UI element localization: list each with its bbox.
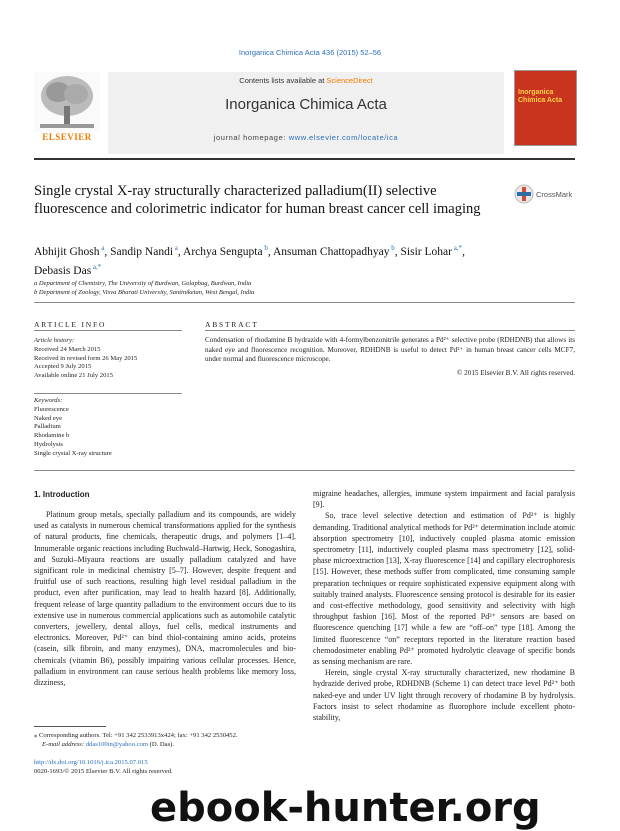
- author-affiliation-marker[interactable]: a: [99, 244, 105, 252]
- article-info-heading: ARTICLE INFO: [34, 320, 107, 329]
- author-separator: ,: [267, 245, 273, 258]
- abstract-rule: [205, 330, 575, 331]
- intro-paragraph: So, trace level selective detection and estimation of Pd²⁺ is highly demanding. Traditional analytical methods for Pd²⁺ determination include atomic absorption spectrometry [10], inductively coupled plasma atomic emission spectrometry [11], inductively coupled plasma mass spectrometry [12], solid-phase microextraction [13], X-ray fluorescence [14] and capillary electrophoresis [15]. However, these methods suffer from complicated, time consuming sample preparation techniques or require sophisticated expensive equipment along with suitably trained analysts. Fluorescence sensing protocol is desirable for its easier and cost-effective methodology, good sensitivity and selectivity with high throughput fashion [16]. Most of the reported Pd²⁺ sensors are based on fluorescence quenching [17] while a few are “off–on” type [18]. Among the limited fluorescence “on” receptors reported in the literature reaction based chemodosimeter enabling Pd²⁺ promoted hydrolytic cleavage of specific bonds as sensing mechanism are rare.: [313, 511, 575, 667]
- contents-line: [108, 76, 504, 85]
- journal-citation[interactable]: Inorganica Chimica Acta 436 (2015) 52–56: [238, 48, 382, 57]
- author-affiliation-marker[interactable]: b: [389, 244, 395, 252]
- author-affiliation-marker[interactable]: a,*: [451, 244, 463, 252]
- affiliation-b: b Department of Zoology, Visva Bharati University, Santiniketan, West Bengal, India: [34, 289, 255, 296]
- front-matter-rule: [34, 470, 575, 471]
- crossmark-badge[interactable]: [514, 184, 576, 204]
- intro-paragraph: Platinum group metals, specially palladium and its compounds, are widely used as catalysts in numerous chemical transformations applied for the synthesis of natural products, fine chemicals, therapeutic drugs, and polymers [1–4]. Innumerable organic reactions including Buchwald–Hartwig, Heck, Sonogashira, and Suzuki–Miyaura reactions are usually palladium catalyzed and have significant role in medicinal chemistry [5–7]. However, despite frequent and fruitful use of such reactions, resulting high level residual palladium in the product, even after purification, may lead to health hazard [8]. Additionally, frequent release of large quantity palladium to the environment occurs due to its extensive use in numerous commercial applications such as automobile catalytic converters, jewellery, dental alloys, fuel cells, medical instruments and electronics. Moreover, Pd²⁺ can bind thiol-containing amino acids, proteins (casein, silk fibroin, and many enzymes), DNA, macromolecules and bio-chemicals (vitamin B6), possibly impairing various cellular processes. Hence, palladium in environment can cause serious health problems like memory loss, dizziness,: [34, 510, 296, 688]
- history-item: Received 24 March 2015: [34, 345, 101, 353]
- author-affiliation-marker[interactable]: a,*: [91, 262, 102, 271]
- affiliation-a: a Department of Chemistry, The University of Burdwan, Golapbag, Burdwan, India: [34, 280, 252, 287]
- email-line: [34, 740, 304, 749]
- journal-homepage: [108, 133, 504, 142]
- abstract-copyright: © 2015 Elsevier B.V. All rights reserved.: [456, 369, 575, 377]
- author-affiliation-marker[interactable]: b: [262, 244, 268, 252]
- left-column: [34, 509, 296, 688]
- header-rule: [34, 158, 575, 160]
- author-name[interactable]: Abhijit Ghosh: [34, 245, 100, 258]
- homepage-prefix: journal homepage:: [213, 133, 289, 142]
- author-name[interactable]: Sandip Nandi: [110, 245, 174, 258]
- intro-paragraph: Herein, single crystal X-ray structurally characterized, new rhodamine B hydrazide derived probe, RDHDNB (Scheme 1) can detect trace level Pd²⁺ both naked-eye and under UV light through recovery of rhodamine B by hydrolysis. Factors insist to select rhodamine as fluorophore include excellent photo-stability,: [313, 668, 575, 723]
- keyword: Rhodamine b: [34, 432, 70, 440]
- history-item: Accepted 9 July 2015: [34, 363, 92, 371]
- right-column: [313, 488, 575, 723]
- journal-title: Inorganica Chimica Acta: [225, 96, 387, 113]
- keyword: Fluorescence: [34, 405, 69, 413]
- crossmark-label: CrossMark: [536, 190, 573, 199]
- doi-link[interactable]: http://dx.doi.org/10.1016/j.ica.2015.07.015: [34, 759, 148, 766]
- author-name[interactable]: Archya Sengupta: [183, 245, 263, 258]
- journal-cover-image: [514, 70, 577, 146]
- email-label: E-mail address:: [42, 741, 86, 748]
- keyword: Palladium: [34, 423, 61, 431]
- author-affiliation-marker[interactable]: a: [173, 244, 178, 252]
- homepage-link[interactable]: www.elsevier.com/locate/ica: [288, 133, 399, 142]
- history-item: Received in revised form 26 May 2015: [34, 354, 138, 362]
- keyword: Hydrolysis: [34, 440, 63, 448]
- publisher-logo-text: ELSEVIER: [42, 132, 92, 142]
- author-name[interactable]: Ansuman Chattopadhyay: [272, 245, 390, 258]
- author-name[interactable]: Sisir Lohar: [400, 245, 452, 258]
- author-name[interactable]: Debasis Das: [34, 264, 92, 277]
- watermark-text: ebook-hunter.org: [150, 785, 541, 831]
- contents-prefix: Contents lists available at: [239, 76, 327, 85]
- author-separator: ,: [177, 245, 184, 258]
- history-item: Available online 21 July 2015: [34, 372, 113, 380]
- article-history: [34, 337, 184, 381]
- article-title: Single crystal X-ray structurally characterized palladium(II) selective fluorescence and colorimetric indicator for human breast cancer cell imaging: [34, 183, 481, 217]
- author-separator: ,: [462, 245, 465, 258]
- keyword: Naked eye: [34, 414, 63, 422]
- affiliation-rule: [34, 302, 575, 303]
- email-link[interactable]: ddas100in@yahoo.com: [85, 741, 149, 748]
- keyword: Single crystal X-ray structure: [34, 449, 112, 457]
- introduction-heading: 1. Introduction: [34, 490, 90, 499]
- keywords-label: Keywords:: [34, 397, 63, 404]
- abstract-heading: ABSTRACT: [205, 320, 259, 329]
- abstract-text: Condensation of rhodamine B hydrazide with 4-formylbenzonitrile generates a Pd²⁺ selective probe (RDHDNB) that allows its naked eye and fluorescence recognition. Moreover, RDHDNB is useful to detect Pd²⁺ in human breast cancer cells MCF7, under normal and fluorescence microscope.: [205, 336, 575, 364]
- info-rule: [34, 330, 182, 331]
- issn-line: 0020-1693/© 2015 Elsevier B.V. All rights reserved.: [34, 768, 173, 775]
- corresponding-authors: ⁎ Corresponding authors. Tel: +91 342 2533913x424; fax: +91 342 2530452.: [34, 732, 238, 739]
- sciencedirect-link[interactable]: ScienceDirect: [326, 76, 373, 85]
- cover-title: Inorganica Chimica Acta: [518, 89, 563, 104]
- author-separator: ,: [394, 245, 401, 258]
- corresponding-footnote: [34, 731, 304, 749]
- author-separator: ,: [104, 245, 111, 258]
- footnote-rule: [34, 726, 106, 727]
- keywords: [34, 397, 184, 459]
- crossmark-icon: [514, 184, 534, 204]
- history-label: Article history:: [34, 337, 75, 344]
- keywords-rule: [34, 393, 182, 394]
- intro-paragraph: migraine headaches, allergies, immune system impairment and facial paralysis [9].: [313, 489, 575, 510]
- author-list: [34, 241, 575, 279]
- email-suffix: (D. Das).: [148, 741, 175, 748]
